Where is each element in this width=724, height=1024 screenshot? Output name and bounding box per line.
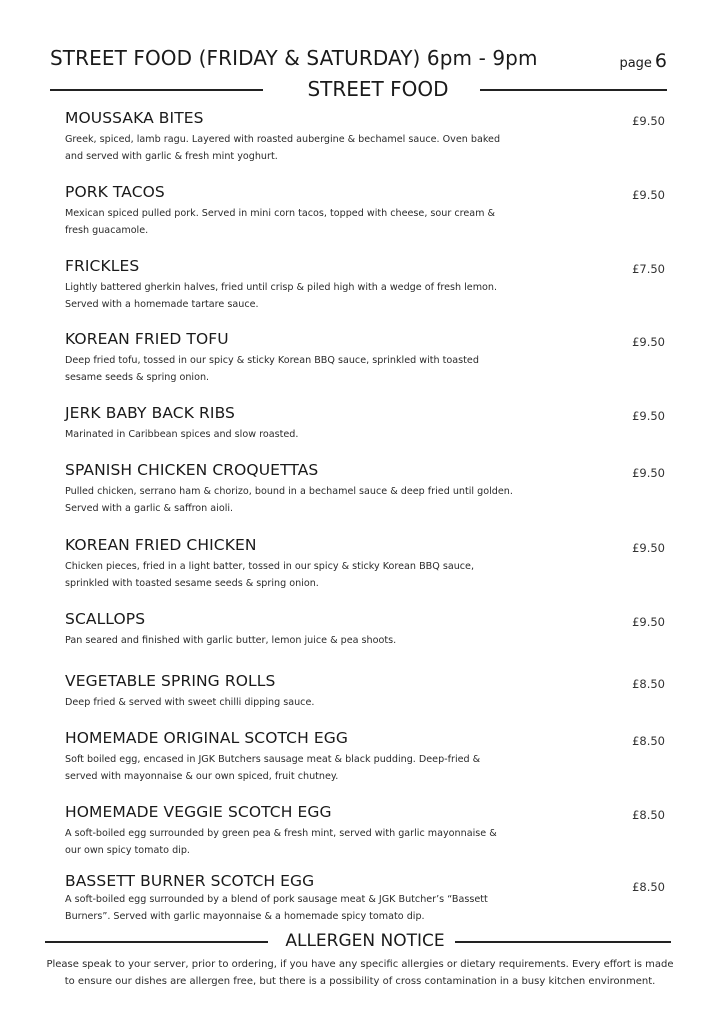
allergen-notice-title: ALLERGEN NOTICE	[285, 931, 445, 951]
menu-item-description: Pan seared and finished with garlic butter, lemon juice & pea shoots.	[65, 635, 397, 646]
menu-item-description: Lightly battered gherkin halves, fried until crisp & piled high with a wedge of fresh lemon. Served with a homemade tartare sauce.	[65, 282, 498, 310]
allergen-rule-right	[455, 941, 671, 943]
section-rule-right	[480, 89, 667, 91]
menu-item-name: MOUSSAKA BITES	[65, 109, 204, 127]
menu-item-description: Marinated in Caribbean spices and slow roasted.	[65, 429, 299, 440]
menu-item-price: £7.50	[632, 262, 665, 276]
menu-item-description: Chicken pieces, fried in a light batter, tossed in our spicy & sticky Korean BBQ sauce, sprinkled with toasted sesame seeds & spring onion.	[65, 561, 475, 589]
menu-item-name: SPANISH CHICKEN CROQUETTAS	[65, 461, 319, 479]
menu-item	[65, 182, 675, 239]
allergen-notice-text: Please speak to your server, prior to ordering, if you have any specific allergies or dietary requirements. Every effort is made to ensure our dishes are allergen free, but there is a possibility of cross contamination in a busy kitchen environment.	[46, 959, 674, 987]
page-number-value: 6	[654, 50, 667, 72]
menu-item-price: £8.50	[632, 677, 665, 691]
menu-item-name: JERK BABY BACK RIBS	[65, 404, 235, 422]
menu-item-name: SCALLOPS	[65, 610, 146, 628]
menu-item	[65, 403, 675, 443]
menu-item	[65, 460, 675, 517]
menu-item	[65, 802, 675, 859]
menu-item-description: Soft boiled egg, encased in JGK Butchers sausage meat & black pudding. Deep-fried & served with mayonnaise & our own spiced, fruit chutney.	[65, 754, 481, 782]
menu-item-name: HOMEMADE VEGGIE SCOTCH EGG	[65, 803, 332, 821]
menu-item	[65, 535, 675, 592]
menu-item-price: £8.50	[632, 808, 665, 822]
menu-item-price: £8.50	[632, 734, 665, 748]
menu-item-name: PORK TACOS	[65, 183, 165, 201]
menu-item	[65, 728, 675, 785]
menu-item-name: KOREAN FRIED TOFU	[65, 330, 229, 348]
menu-item-price: £9.50	[632, 541, 665, 555]
menu-item-description: A soft-boiled egg surrounded by a blend of pork sausage meat & JGK Butcher’s “Bassett Burners”. Served with garlic mayonnaise & a homemade spicy tomato dip.	[65, 894, 488, 922]
menu-item-price: £9.50	[632, 335, 665, 349]
menu-item-description: Deep fried & served with sweet chilli dipping sauce.	[65, 697, 315, 708]
menu-item-description: Greek, spiced, lamb ragu. Layered with roasted aubergine & bechamel sauce. Oven baked and served with garlic & fresh mint yoghurt.	[65, 134, 501, 162]
menu-item-description: Deep fried tofu, tossed in our spicy & sticky Korean BBQ sauce, sprinkled with toasted sesame seeds & spring onion.	[65, 355, 479, 383]
page-title: STREET FOOD (FRIDAY & SATURDAY) 6pm - 9pm	[50, 46, 538, 70]
menu-item-price: £9.50	[632, 114, 665, 128]
menu-item	[65, 329, 675, 386]
menu-item-name: FRICKLES	[65, 257, 140, 275]
menu-item-price: £8.50	[632, 880, 665, 894]
menu-item	[65, 256, 675, 313]
menu-item-name: KOREAN FRIED CHICKEN	[65, 536, 257, 554]
menu-item	[65, 609, 675, 649]
menu-item-description: Mexican spiced pulled pork. Served in mini corn tacos, topped with cheese, sour cream & fresh guacamole.	[65, 208, 496, 236]
menu-item-description: A soft-boiled egg surrounded by green pea & fresh mint, served with garlic mayonnaise & our own spicy tomato dip.	[65, 828, 497, 856]
menu-item-price: £9.50	[632, 188, 665, 202]
menu-item-price: £9.50	[632, 466, 665, 480]
menu-item-name: HOMEMADE ORIGINAL SCOTCH EGG	[65, 729, 348, 747]
page-number	[619, 50, 667, 72]
menu-item	[65, 871, 675, 925]
menu-item	[65, 108, 675, 165]
menu-item-description: Pulled chicken, serrano ham & chorizo, bound in a bechamel sauce & deep fried until golden. Served with a garlic & saffron aioli.	[65, 486, 513, 514]
page-label: page	[619, 56, 652, 71]
menu-item-name: BASSETT BURNER SCOTCH EGG	[65, 872, 315, 890]
menu-item-price: £9.50	[632, 409, 665, 423]
section-title: STREET FOOD	[307, 77, 449, 101]
menu-item	[65, 671, 675, 711]
menu-item-price: £9.50	[632, 615, 665, 629]
menu-item-name: VEGETABLE SPRING ROLLS	[65, 672, 276, 690]
